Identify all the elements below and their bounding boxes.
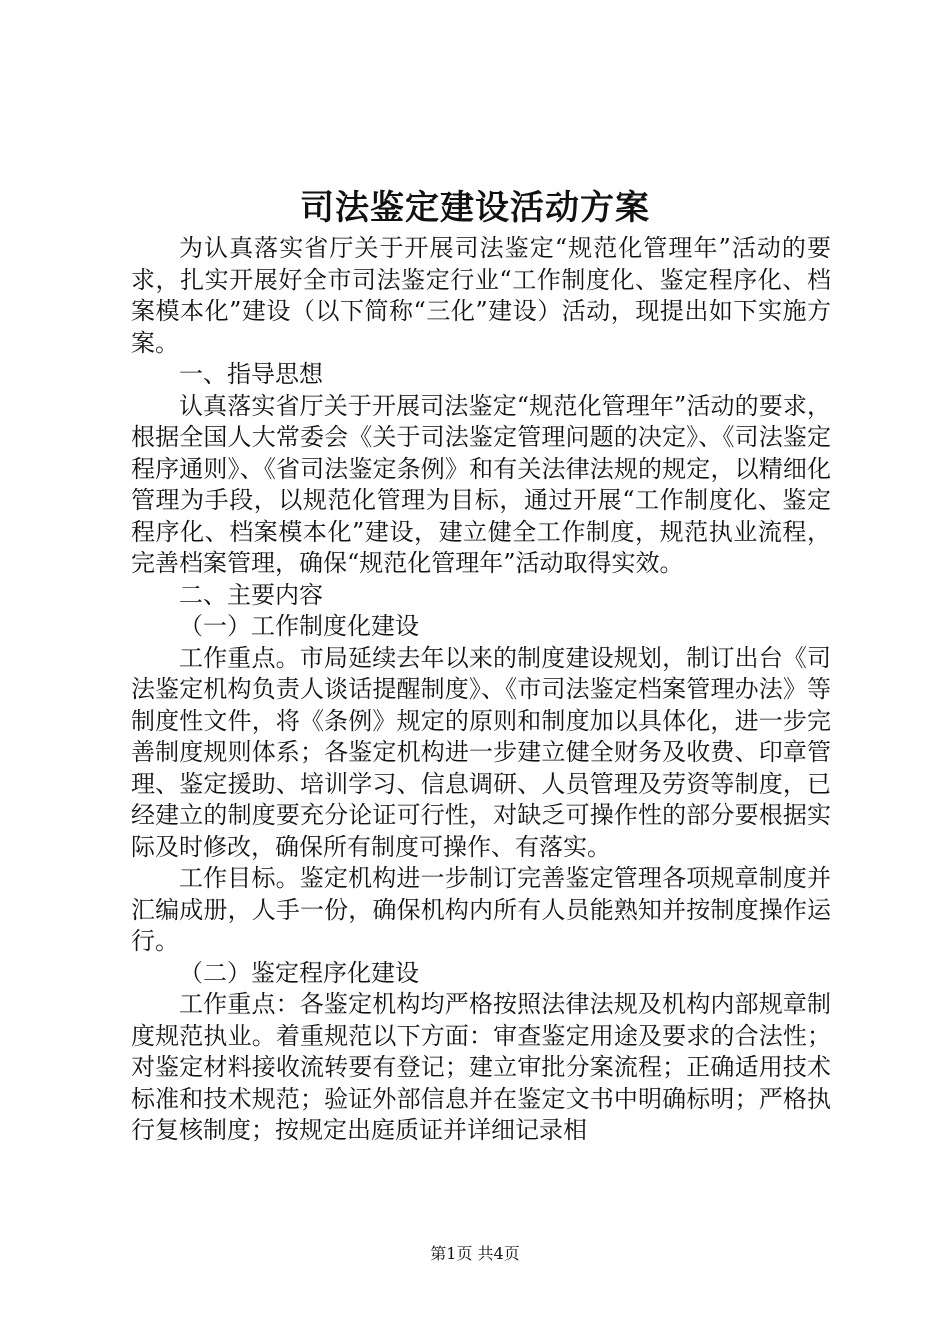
document-title: 司法鉴定建设活动方案: [300, 188, 650, 228]
page-number-footer: 第1页 共4页: [430, 1244, 520, 1263]
paragraph-guiding-thought: 认真落实省厅关于开展司法鉴定“规范化管理年”活动的要求，根据全国人大常委会《关于司法鉴定管理问题的决定》、《司法鉴定程序通则》、《省司法鉴定条例》和有关法律法规的规定，以精细化管理为手段，以规范化管理为目标，通过开展“工作制度化、鉴定程序化、档案模本化”建设，建立健全工作制度，规范执业流程，完善档案管理，确保“规范化管理年”活动取得实效。: [131, 391, 831, 577]
paragraph-work-goal-1: 工作目标。鉴定机构进一步制订完善鉴定管理各项规章制度并汇编成册，人手一份，确保机构内所有人员能熟知并按制度操作运行。: [131, 864, 831, 955]
paragraph-work-focus-2: 工作重点：各鉴定机构均严格按照法律法规及机构内部规章制度规范执业。着重规范以下方面：审查鉴定用途及要求的合法性；对鉴定材料接收流转要有登记；建立审批分案流程；正确适用技术标准和技术规范；验证外部信息并在鉴定文书中明确标明；严格执行复核制度；按规定出庭质证并详细记录相: [131, 990, 831, 1144]
document-body: [131, 233, 831, 1147]
paragraph-intro: 为认真落实省厅关于开展司法鉴定“规范化管理年”活动的要求，扎实开展好全市司法鉴定行业“工作制度化、鉴定程序化、档案模本化”建设（以下简称“三化”建设）活动，现提出如下实施方案。: [131, 234, 831, 357]
subsection-heading-procedure: （二）鉴定程序化建设: [179, 958, 419, 987]
subsection-heading-work-system: （一）工作制度化建设: [179, 612, 419, 640]
paragraph-work-focus-1: 工作重点。市局延续去年以来的制度建设规划，制订出台《司法鉴定机构负责人谈话提醒制度》、《市司法鉴定档案管理办法》等制度性文件，将《条例》规定的原则和制度加以具体化，进一步完善制度规则体系；各鉴定机构进一步建立健全财务及收费、印章管理、鉴定援助、培训学习、信息调研、人员管理及劳资等制度，已经建立的制度要充分论证可行性，对缺乏可操作性的部分要根据实际及时修改，确保所有制度可操作、有落实。: [131, 643, 831, 861]
section-heading-main-content: 二、主要内容: [179, 580, 323, 609]
section-heading-guiding-thought: 一、指导思想: [179, 360, 323, 388]
